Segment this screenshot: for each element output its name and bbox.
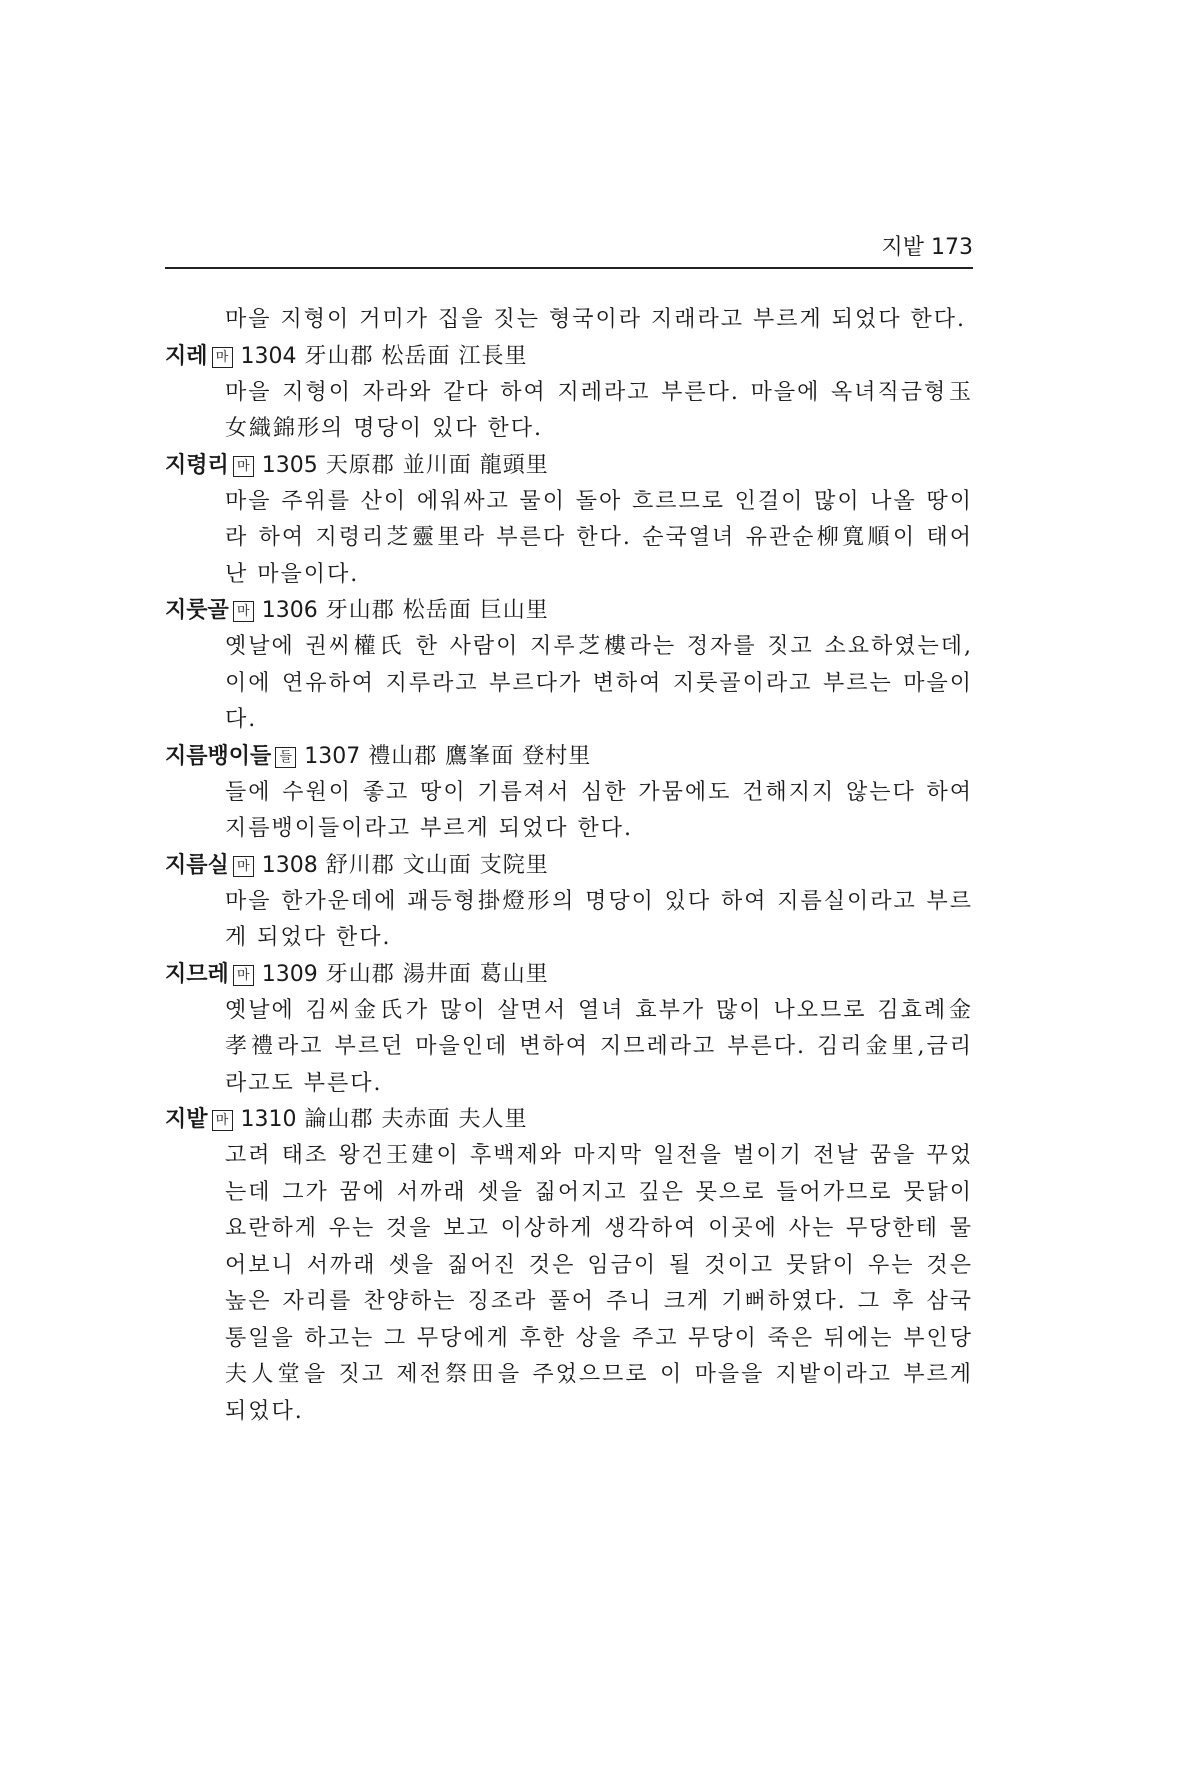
entry-description: 옛날에 김씨金氏가 많이 살면서 열녀 효부가 많이 나오므로 김효례金孝禮라고 부르던 마을인데 변하여 지므레라고 부른다. 김리金里,금리라고도 부른다. xyxy=(225,997,973,1096)
entry-number: 1306 xyxy=(261,598,318,623)
entry-location: 論山郡 夫赤面 夫人里 xyxy=(304,1107,528,1132)
entry-type-badge: 들 xyxy=(275,747,296,768)
entry-location: 牙山郡 松岳面 江長里 xyxy=(304,343,528,369)
entry-type-badge: 마 xyxy=(212,1110,233,1131)
entry-headword: 지므레 xyxy=(165,961,229,987)
entry-location: 牙山郡 松岳面 巨山里 xyxy=(325,598,549,623)
entry-number: 1308 xyxy=(261,852,318,878)
entry-description: 옛날에 권씨權氏 한 사람이 지루芝樓라는 정자를 짓고 소요하였는데, 이에 연유하여 지루라고 부르다가 변하여 지룻골이라고 부르는 마을이다. xyxy=(225,634,973,732)
entry-1306 xyxy=(165,593,973,739)
entry-location: 牙山郡 湯井面 葛山里 xyxy=(325,961,549,987)
entry-1304 xyxy=(165,339,973,448)
entry-description: 들에 수원이 좋고 땅이 기름져서 심한 가뭄에도 건해지지 않는다 하여 지름뱅이들이라고 부르게 되었다 한다. xyxy=(225,779,973,841)
entry-headword: 지름뱅이들 xyxy=(165,743,272,769)
running-header: 지밭 173 xyxy=(881,235,973,260)
entry-headword: 지룻골 xyxy=(165,598,229,623)
page-content xyxy=(165,302,973,1430)
entry-number: 1307 xyxy=(304,743,361,769)
entry-location: 天原郡 並川面 龍頭里 xyxy=(325,452,549,478)
entry-1308 xyxy=(165,848,973,957)
entry-description: 마을 주위를 산이 에워싸고 물이 돌아 흐르므로 인걸이 많이 나올 땅이라 하여 지령리芝靈里라 부른다 한다. 순국열녀 유관순柳寬順이 태어난 마을이다. xyxy=(225,488,973,587)
entry-1305 xyxy=(165,448,973,594)
entry-type-badge: 마 xyxy=(233,456,254,477)
entry-location: 舒川郡 文山面 支院里 xyxy=(325,852,549,878)
entry-description: 고려 태조 왕건王建이 후백제와 마지막 일전을 벌이기 전날 꿈을 꾸었는데 그가 꿈에 서까래 셋을 짊어지고 깊은 못으로 들어가므로 뭇닭이 요란하게 우는 것을 보고 이상하게 생각하여 이곳에 사는 무당한테 물어보니 서까래 셋을 짊어진 것은 임금이 될 것이고 뭇닭이 우는 것은 높은 자리를 찬양하는 징조라 풀어 주니 크게 기뻐하였다. 그 후 삼국통일을 하고는 그 무당에게 후한 상을 주고 무당이 죽은 뒤에는 부인당夫人堂을 짓고 제전祭田을 주었으므로 이 마을을 지밭이라고 부르게 되었다. xyxy=(225,1143,973,1424)
entry-type-badge: 마 xyxy=(212,347,233,368)
entry-description: 마을 한가운데에 괘등형掛燈形의 명당이 있다 하여 지름실이라고 부르게 되었다 한다. xyxy=(225,888,973,950)
entry-headword: 지름실 xyxy=(165,852,229,878)
entry-headword: 지레 xyxy=(165,343,208,369)
entry-description: 마을 지형이 자라와 같다 하여 지레라고 부른다. 마을에 옥녀직금형玉女織錦形의 명당이 있다 한다. xyxy=(225,379,973,441)
entry-type-badge: 마 xyxy=(233,856,254,877)
entry-type-badge: 마 xyxy=(233,965,254,986)
entry-1309 xyxy=(165,957,973,1103)
entry-number: 1309 xyxy=(261,961,318,987)
entry-number: 1310 xyxy=(240,1107,297,1132)
entry-1307 xyxy=(165,739,973,848)
entry-1310 xyxy=(165,1102,973,1430)
continuation-text: 마을 지형이 거미가 집을 짓는 형국이라 지래라고 부르게 되었다 한다. xyxy=(225,307,966,332)
entry-type-badge: 마 xyxy=(233,601,254,622)
entry-headword: 지령리 xyxy=(165,452,229,478)
entry-headword: 지밭 xyxy=(165,1107,208,1132)
header-rule xyxy=(165,267,973,269)
entry-number: 1305 xyxy=(261,452,318,478)
entry-number: 1304 xyxy=(240,343,297,369)
entry-location: 禮山郡 鷹峯面 登村里 xyxy=(368,743,592,769)
